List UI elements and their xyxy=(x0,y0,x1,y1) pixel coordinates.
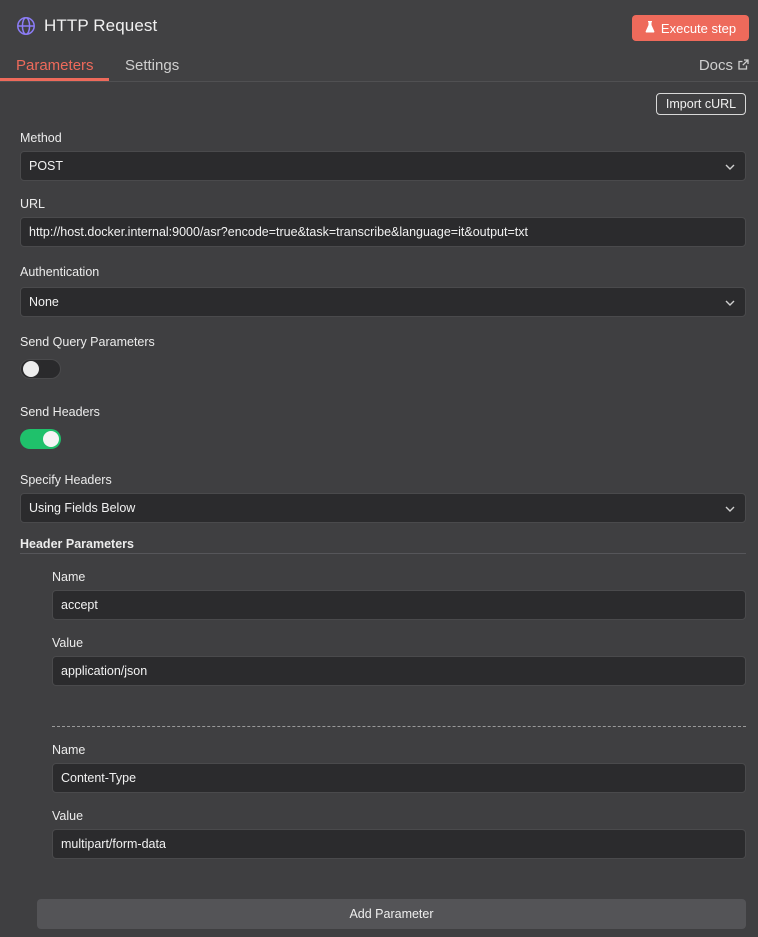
url-input[interactable] xyxy=(20,217,746,247)
header-name-value: Content-Type xyxy=(61,771,137,785)
chevron-down-icon xyxy=(724,297,736,312)
url-value: http://host.docker.internal:9000/asr?encode=true&task=transcribe&language=it&output=txt xyxy=(29,225,528,239)
import-curl-button[interactable]: Import cURL xyxy=(656,93,746,115)
method-select[interactable] xyxy=(20,151,746,181)
header-value-label: Value xyxy=(52,636,84,650)
add-parameter-button[interactable]: Add Parameter xyxy=(37,899,746,929)
send-headers-toggle[interactable] xyxy=(20,429,61,449)
send-headers-label: Send Headers xyxy=(20,405,100,419)
item-separator xyxy=(52,726,746,727)
url-label: URL xyxy=(20,197,46,211)
execute-step-label: Execute step xyxy=(660,20,737,36)
active-tab-indicator xyxy=(0,78,109,81)
docs-link[interactable] xyxy=(699,57,749,74)
external-link-icon xyxy=(733,57,749,74)
specify-headers-select[interactable] xyxy=(20,493,746,523)
header-value-input[interactable] xyxy=(52,656,746,686)
method-label: Method xyxy=(20,131,62,145)
header-parameters-heading: Header Parameters xyxy=(20,537,134,551)
chevron-down-icon xyxy=(724,503,736,518)
docs-label: Docs xyxy=(698,57,733,74)
chevron-down-icon xyxy=(724,161,736,176)
authentication-label: Authentication xyxy=(20,265,100,279)
header-name-label: Name xyxy=(52,570,86,584)
header-name-value: accept xyxy=(61,598,98,612)
tab-settings[interactable]: Settings xyxy=(125,57,180,74)
header-value-value: multipart/form-data xyxy=(61,837,166,851)
header-name-input[interactable] xyxy=(52,590,746,620)
specify-headers-value: Using Fields Below xyxy=(29,501,136,515)
toggle-knob xyxy=(43,431,59,447)
header-name-label: Name xyxy=(52,743,86,757)
toggle-knob xyxy=(23,361,39,377)
authentication-value: None xyxy=(29,295,59,309)
header-name-input[interactable] xyxy=(52,763,746,793)
authentication-select[interactable] xyxy=(20,287,746,317)
method-value: POST xyxy=(29,159,64,173)
tab-parameters[interactable]: Parameters xyxy=(16,57,94,74)
section-divider xyxy=(20,553,746,554)
node-header xyxy=(0,0,758,82)
send-query-label: Send Query Parameters xyxy=(20,335,155,349)
header-value-value: application/json xyxy=(61,664,148,678)
header-value-input[interactable] xyxy=(52,829,746,859)
node-title: HTTP Request xyxy=(44,16,158,35)
execute-step-button[interactable] xyxy=(632,15,749,41)
globe-icon xyxy=(16,16,36,36)
title-row xyxy=(16,16,157,36)
header-value-label: Value xyxy=(52,809,84,823)
flask-icon xyxy=(645,21,661,36)
specify-headers-label: Specify Headers xyxy=(20,473,112,487)
send-query-toggle[interactable] xyxy=(20,359,61,379)
